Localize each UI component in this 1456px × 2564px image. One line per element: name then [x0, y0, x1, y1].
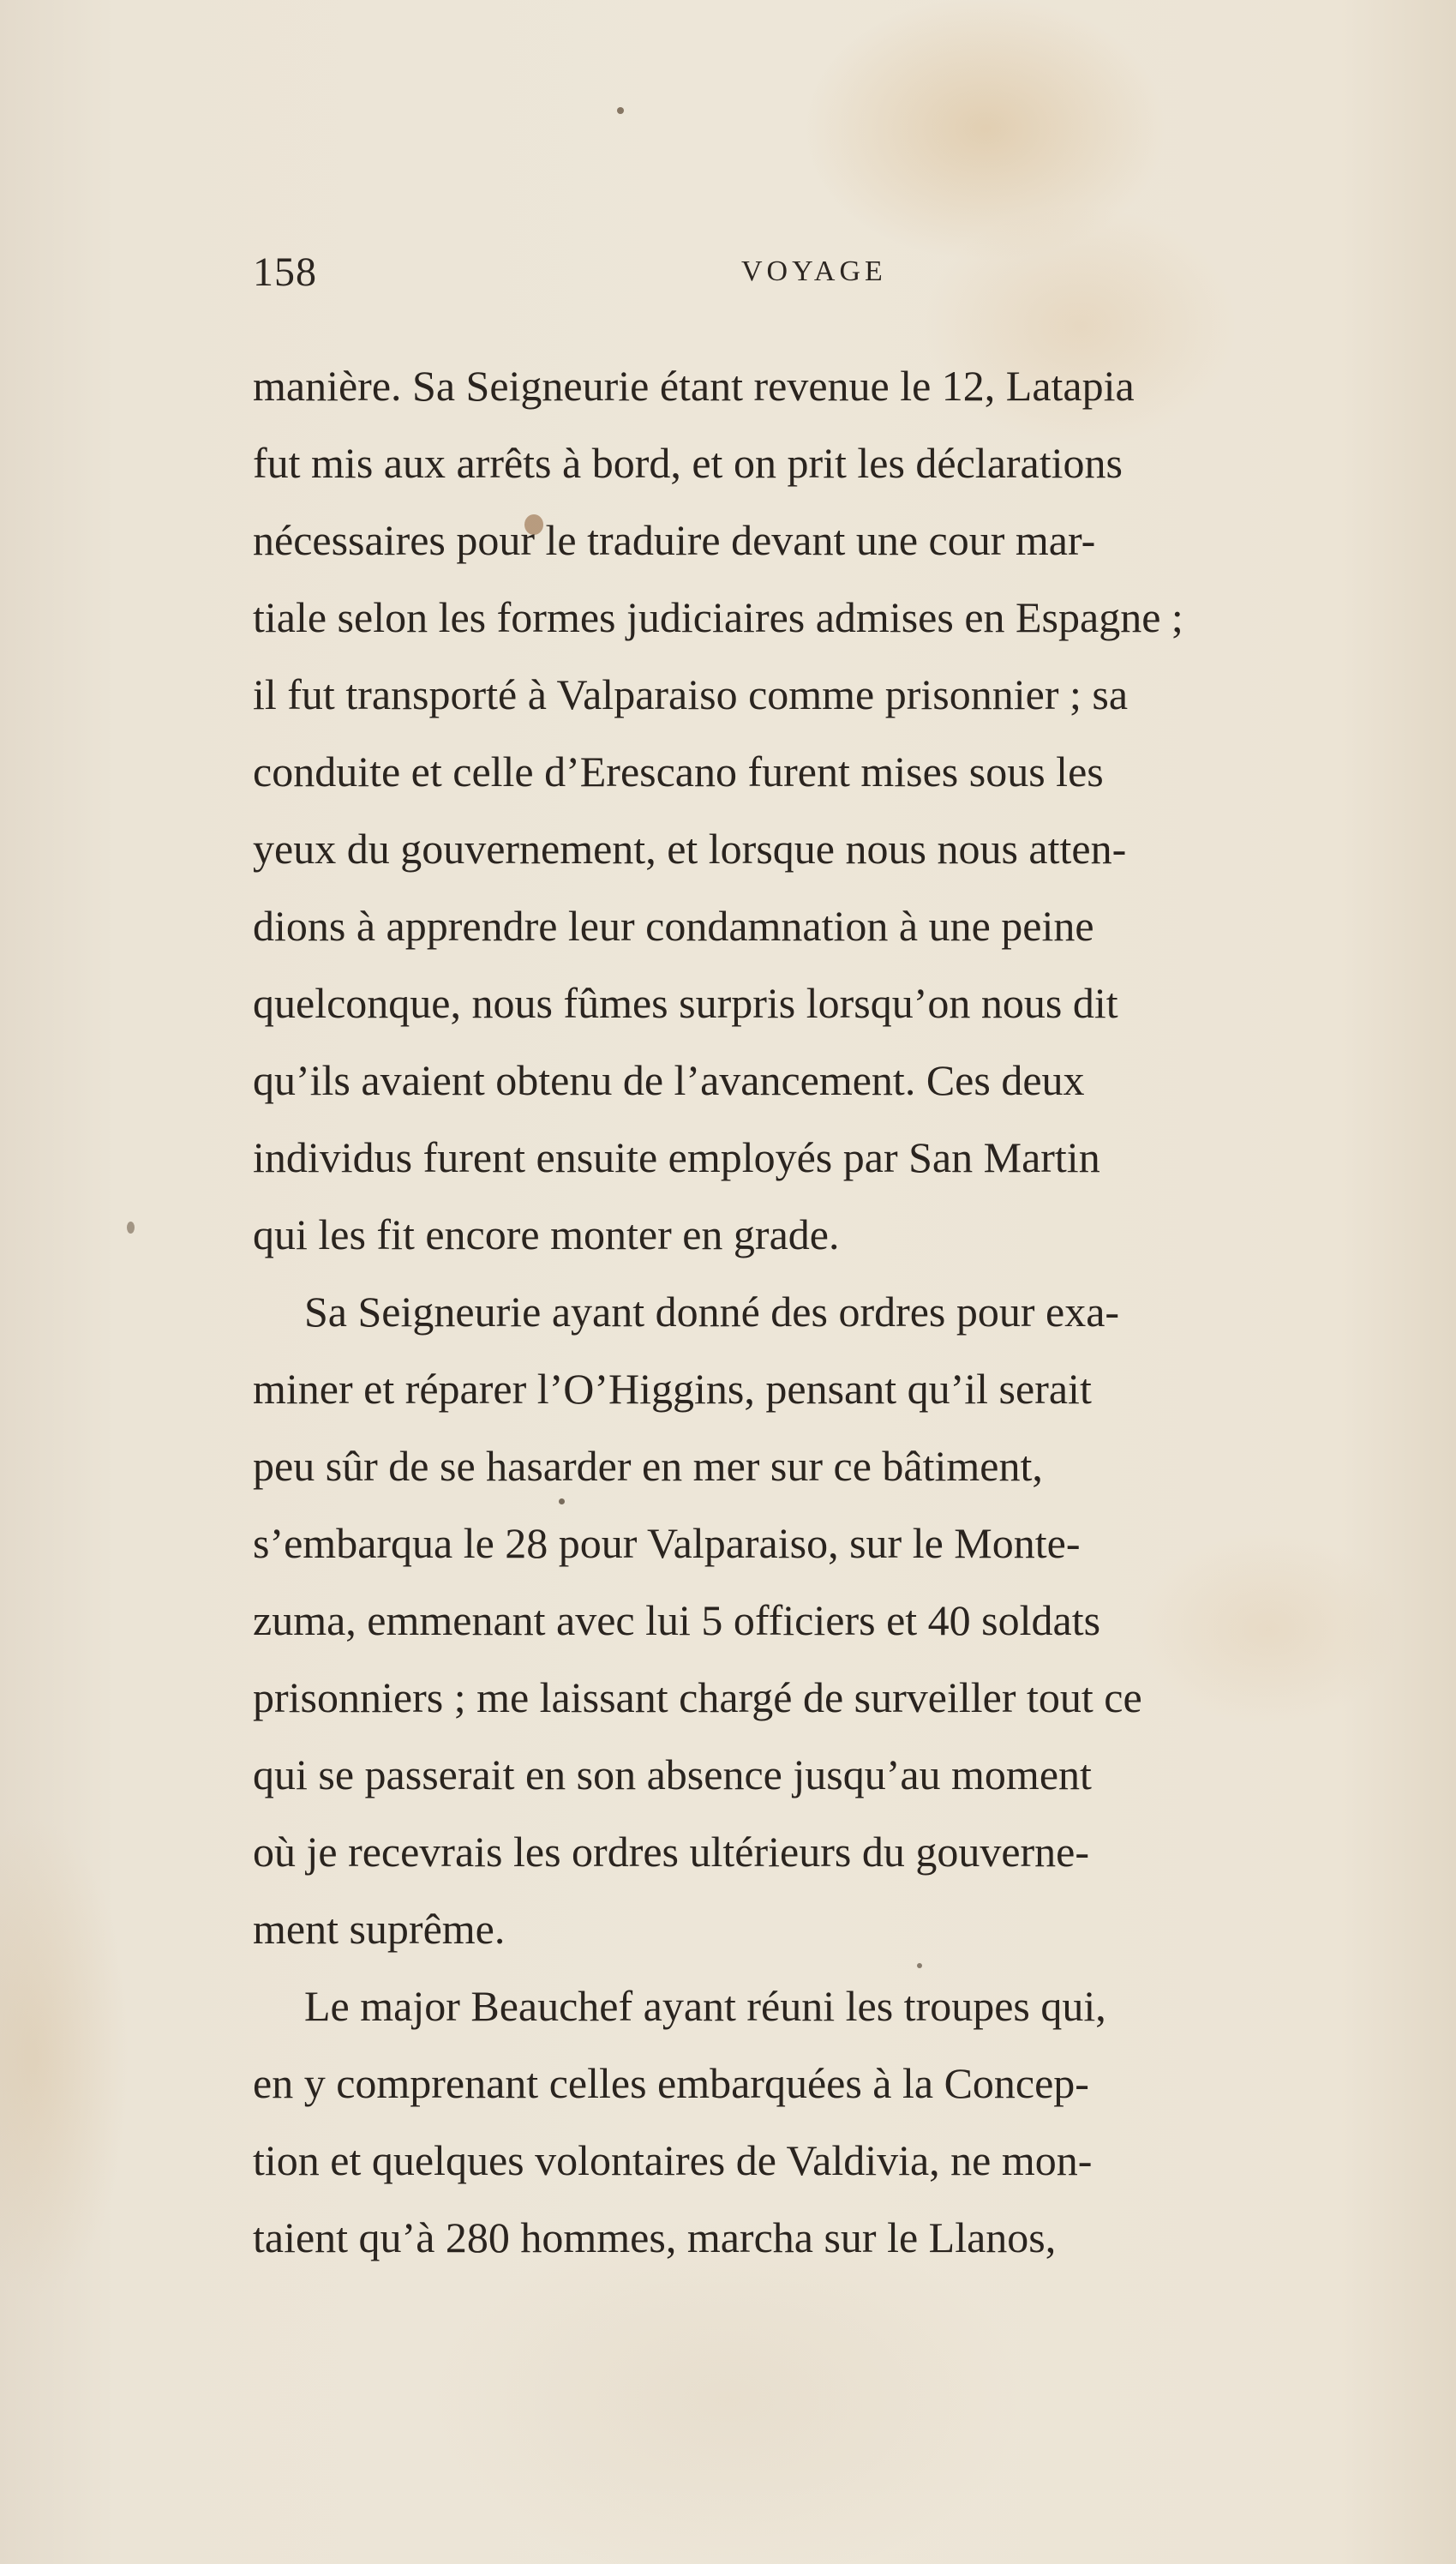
text-line: qui se passerait en son absence jusqu’au moment: [253, 1750, 1092, 1798]
text-line: manière. Sa Seigneurie étant revenue le 12, Latapia: [253, 362, 1135, 410]
page-header: [253, 249, 1251, 317]
text-line: peu sûr de se hasarder en mer sur ce bâtiment,: [253, 1442, 1043, 1490]
text-line: Le major Beauchef ayant réuni les troupes qui,: [304, 1982, 1106, 2030]
text-line: ment suprême.: [253, 1905, 506, 1953]
text-line: prisonniers ; me laissant chargé de surveiller tout ce: [253, 1673, 1142, 1721]
text-line: qu’ils avaient obtenu de l’avancement. Ces deux: [253, 1056, 1085, 1104]
body-text: [253, 347, 1410, 2276]
paragraph: [253, 1273, 1410, 1967]
text-line: il fut transporté à Valparaiso comme prisonnier ; sa: [253, 670, 1129, 718]
text-line: fut mis aux arrêts à bord, et on prit les déclarations: [253, 439, 1123, 487]
text-line: individus furent ensuite employés par San Martin: [253, 1133, 1100, 1181]
text-line: dions à apprendre leur condamnation à une peine: [253, 902, 1094, 950]
text-line: zuma, emmenant avec lui 5 officiers et 40 soldats: [253, 1596, 1101, 1644]
foxing-spot: [127, 1222, 135, 1234]
text-line: s’embarqua le 28 pour Valparaiso, sur le Monte-: [253, 1519, 1081, 1567]
text-line: quelconque, nous fûmes surpris lorsqu’on nous dit: [253, 979, 1118, 1027]
paragraph: [253, 347, 1410, 1273]
text-line: conduite et celle d’Erescano furent mises sous les: [253, 748, 1104, 796]
running-title: VOYAGE: [741, 255, 887, 287]
text-line: où je recevrais les ordres ultérieurs du gouverne-: [253, 1828, 1090, 1876]
text-line: tion et quelques volontaires de Valdivia, ne mon-: [253, 2136, 1093, 2184]
foxing-spot: [617, 107, 624, 114]
text-line: miner et réparer l’O’Higgins, pensant qu’il serait: [253, 1365, 1092, 1413]
text-line: taient qu’à 280 hommes, marcha sur le Llanos,: [253, 2213, 1057, 2261]
paragraph: [253, 1967, 1410, 2276]
text-line: qui les fit encore monter en grade.: [253, 1210, 840, 1258]
text-line: en y comprenant celles embarquées à la Concep-: [253, 2059, 1089, 2107]
text-line: yeux du gouvernement, et lorsque nous nous atten-: [253, 825, 1127, 873]
page-number: 158: [253, 249, 317, 295]
text-line: nécessaires pour le traduire devant une cour mar-: [253, 516, 1096, 564]
text-line: tiale selon les formes judiciaires admises en Espagne ;: [253, 593, 1183, 641]
text-line: Sa Seigneurie ayant donné des ordres pour exa-: [304, 1288, 1120, 1336]
